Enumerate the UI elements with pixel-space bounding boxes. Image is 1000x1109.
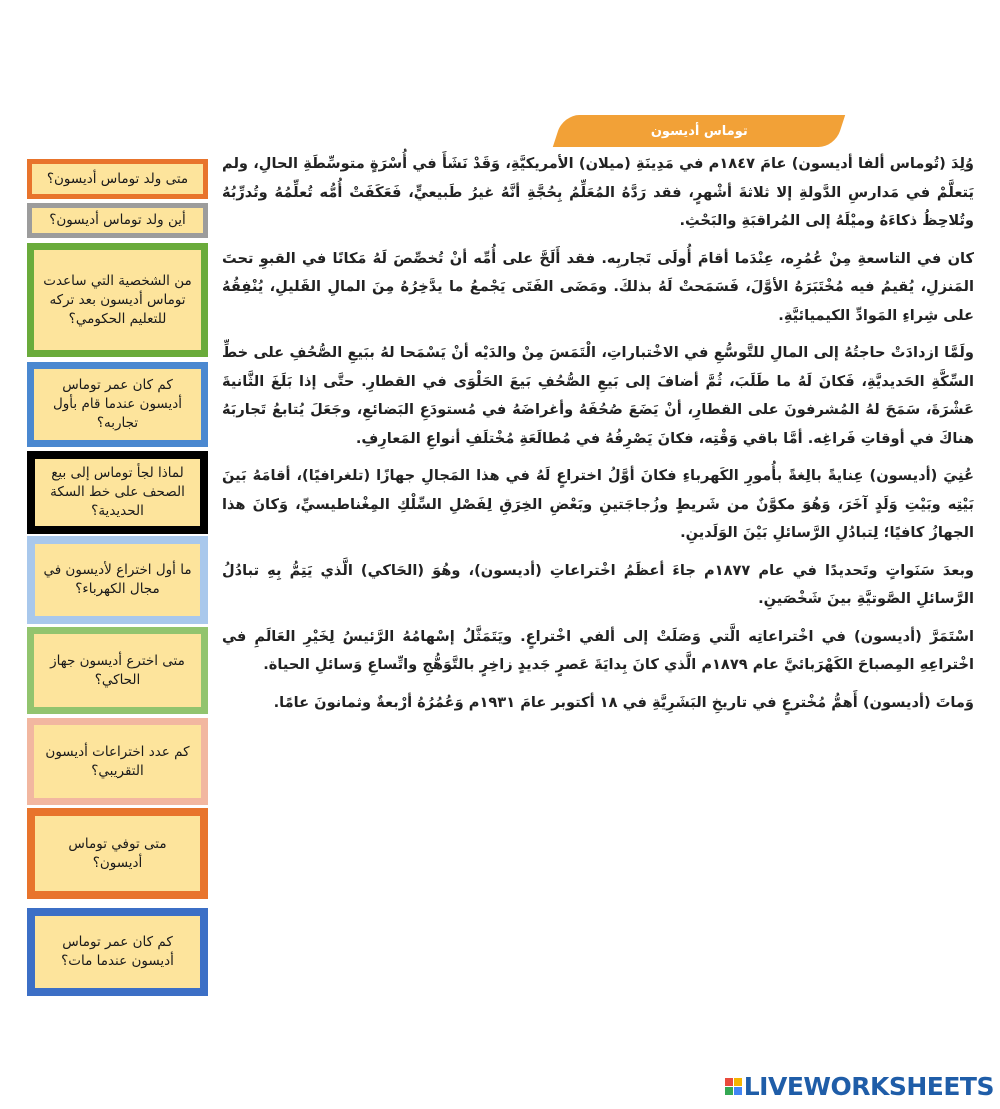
question-text: من الشخصية التي ساعدت توماس أديسون بعد تركه للتعليم الحكومي؟ bbox=[34, 250, 201, 350]
question-box-3[interactable] bbox=[27, 243, 208, 357]
question-box-1[interactable] bbox=[27, 159, 208, 199]
passage-paragraph: ولَمَّا ازدادَتْ حاجتُهُ إلى المالِ للتَّوسُّعِ في الاخْتباراتِ، الْتَمَسَ مِنْ والدَيْه أنْ يَسْمَحا لهُ ببَيعِ الصُّحُفِ على خطِّ السِّكَّةِ الحَديديَّةِ، فَكانَ لَهُ ما طَلَبَ، ثُمَّ أضافَ إلى بَيعِ الصُّحُفِ بَيعَ الحَلْوَى في القطارِ. حتَّى إذا بَلَغَ الثَّانيةَ عَشْرَةَ، سَمَحَ لهُ المُشرفونَ على القطارِ، أنْ يَضَعَ صُحُفَهُ وأغراضَهُ في مُستودَعِ البَضائعِ، وجَعَلَ يُتابعُ تَجاربَهُ هناكَ في أوقاتِ فَراغِه. أمَّا باقي وَقْتِه، فكانَ يَصْرِفُهُ في مُطالَعَةِ مُخْتلَفِ أنواعِ المَعارِفِ. bbox=[222, 344, 974, 447]
question-text: متى اخترع أديسون جهاز الحاكي؟ bbox=[34, 634, 201, 707]
question-text: متى توفي توماس أديسون؟ bbox=[35, 816, 200, 891]
question-box-5[interactable] bbox=[27, 451, 208, 534]
question-text: لماذا لجأ توماس إلى بيع الصحف على خط السكة الحديدية؟ bbox=[35, 459, 200, 526]
logo-squares-icon bbox=[725, 1078, 742, 1095]
reading-passage bbox=[222, 150, 974, 726]
passage-paragraph: اسْتَمَرَّ (أديسون) في اخْتراعاتِه الَّتي وَصَلَتْ إلى ألفي اخْتراعٍ. ويَتَمَثَّلُ إسْهامُهُ الرَّئيسُ لِخَيْرِ العَالَمِ في اخْتراعِهِ المِصباحَ الكَهْرَبائيَّ عام ١٨٧٩م الَّذي كانَ بِدايَةَ عَصرٍ جَديدٍ زاخِرٍ بالتَّوَهُّجِ واتِّساعِ وَسائلِ الحياة. bbox=[222, 627, 974, 673]
liveworksheets-logo[interactable] bbox=[725, 1072, 994, 1101]
question-text: ما أول اختراع لأديسون في مجال الكهرباء؟ bbox=[35, 544, 200, 616]
question-text: أين ولد توماس أديسون؟ bbox=[32, 208, 203, 233]
question-box-7[interactable] bbox=[27, 627, 208, 714]
question-box-6[interactable] bbox=[27, 536, 208, 624]
passage-paragraph: كان في التاسعةِ مِنْ عُمُرِه، عِنْدَما أقامَ أُولَى تَجاربِه. فقد أَلَحَّ على أُمِّه أنْ تُخصِّصَ لَهُ مَكانًا في القبوِ تحتَ المَنزلِ، يُقيمُ فيه مُخْتَبَرَهُ الأوَّلَ، فَسَمَحتْ لَهُ بذلكَ. ومَضَى الفَتَى يَجْمعُ ما يدَّخِرُهُ مِنَ المالِ القَليلِ، يُنْفِقُهُ على شِراءِ المَوادِّ الكيميائيَّةِ. bbox=[222, 249, 974, 324]
lesson-title-banner bbox=[553, 115, 845, 147]
passage-paragraph: وُلِدَ (تُوماس ألفا أديسون) عامَ ١٨٤٧م في مَدِينَةِ (ميلان) الأمريكيَّةِ، وَقَدْ نَشَأَ في أُسْرَةٍ متوسِّطَةِ الحالِ، ولم يَتعلَّمْ في مَدارسِ الدَّولةِ إلا ثلاثةَ أشْهرٍ، فقد رَدَّهُ المُعَلِّمُ بِحُجَّةِ أنَّهُ غيرُ طَبيعيٍّ، فَعَكَفَتْ أُمُّه تُعلِّمُهُ وتُدرِّبُهُ وتُلاحِظُ ذكاءَهُ وميْلَهُ إلى المُراقبَةِ والبَحْثِ. bbox=[222, 155, 974, 229]
question-text: كم عدد اختراعات أديسون التقريبي؟ bbox=[34, 725, 201, 798]
question-box-9[interactable] bbox=[27, 808, 208, 899]
question-text: كم كان عمر توماس أديسون عندما مات؟ bbox=[35, 916, 200, 988]
question-box-8[interactable] bbox=[27, 718, 208, 805]
passage-paragraph: وَماتَ (أديسون) أَهمُّ مُخْترعٍ في تاريخِ البَشَرِيَّةِ في ١٨ أكتوبر عامَ ١٩٣١م وَعُمُرُهُ أرْبعةٌ وثمانونَ عامًا. bbox=[273, 693, 974, 711]
passage-paragraph: وبعدَ سَنَواتٍ وتَحديدًا في عام ١٨٧٧م جاءَ أعظَمُ اخْتراعاتِ (أديسون)، وهُوَ (الحَاكي) الَّذي يَتِمُّ بِهِ تبادُلُ الرَّسائلِ الصَّوتيَّةِ بينَ شَخْصَينِ. bbox=[222, 561, 974, 607]
passage-paragraph: عُنِيَ (أديسون) عِنايةً بالِغةً بأُمورِ الكَهرباءِ فكانَ أوَّلُ اختراعٍ لَهُ في هذا المَجالِ جهازًا (تلغرافيًا)، أقامَهُ بَينَ بَيْتِه وبَيْتِ وَلَدٍ آخَرَ، وَهُوَ مكوَّنٌ من شَريطٍ وزُجاجَتينِ وبَعْضِ الخِرَقِ لِفَصْلِ السِّلْكِ المِغْناطيسيِّ، وَكانَ هذا الجهازُ كافيًا؛ لِتبادُلِ الرَّسائلِ بَيْنَ الوَلَدينِ. bbox=[222, 467, 974, 541]
question-box-10[interactable] bbox=[27, 908, 208, 996]
lesson-title: توماس أديسون bbox=[650, 123, 748, 139]
question-text: متى ولد توماس أديسون؟ bbox=[32, 164, 203, 194]
question-text: كم كان عمر توماس أديسون عندما قام بأول تجاربه؟ bbox=[34, 369, 201, 440]
question-box-4[interactable] bbox=[27, 362, 208, 447]
brand-name: LIVEWORKSHEETS bbox=[743, 1072, 994, 1101]
question-box-2[interactable] bbox=[27, 203, 208, 238]
